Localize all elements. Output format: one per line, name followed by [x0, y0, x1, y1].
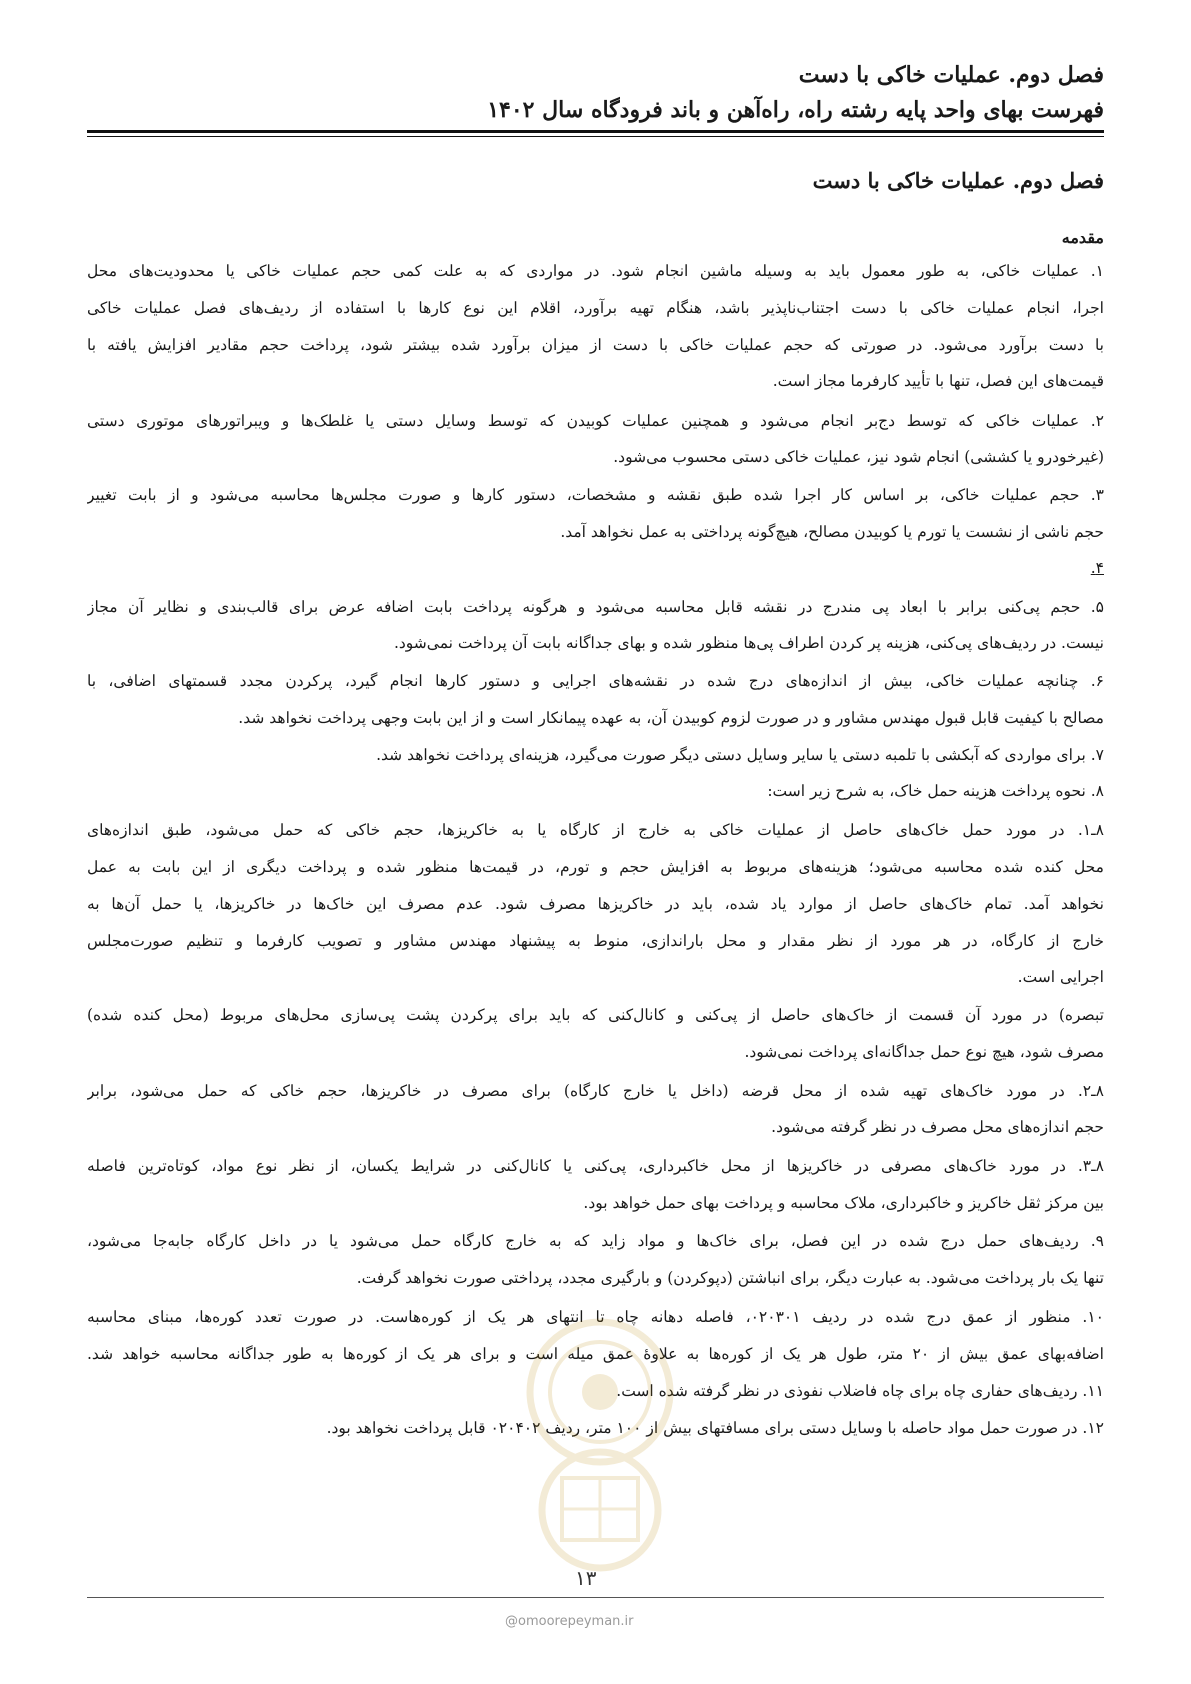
body-line: حجم اندازه‌های محل مصرف در نظر گرفته می‌شود. — [771, 1118, 1104, 1136]
body-line: (غیرخودرو یا کششی) انجام شود نیز، عملیات خاکی دستی محسوب می‌شود. — [613, 448, 1104, 466]
body-line: خارج از کارگاه، در هر مورد از نظر مقدار و محل باراندازی، منوط به پیشنهاد مهندس مشاور و تصویب کارفرما و تنظیم صورت‌مجلس — [87, 932, 1104, 950]
body-line: ۹. ردیف‌های حمل درج شده در این فصل، برای خاک‌ها و مواد زاید که به خارج کارگاه حمل می‌شود یا در داخل کارگاه جابه‌جا می‌شود، — [87, 1232, 1104, 1250]
body-line: ۸ـ۲. در مورد خاک‌های تهیه شده از محل قرضه (داخل یا خارج کارگاه) برای مصرف در خاکریزها، حجم خاکی که حمل می‌شود، برابر — [87, 1082, 1104, 1100]
body-line: اضافه‌بهای عمق بیش از ۲۰ متر، طول هر یک از کوره‌ها به علاوهٔ عمق میله است و برای هر یک از کوره‌ها به طور جداگانه محاسبه خواهد شد. — [87, 1345, 1104, 1363]
body-line: ۱۱. ردیف‌های حفاری چاه برای چاه فاضلاب نفوذی در نظر گرفته شده است. — [616, 1382, 1104, 1400]
body-line: ۱۰. منظور از عمق درج شده در ردیف ۰۲۰۳۰۱، فاصله دهانه چاه تا انتهای هر یک از کوره‌هاست. در صورت تعدد کوره‌ها، مبنای محاسبه — [87, 1308, 1104, 1326]
body-line: قیمت‌های این فصل، تنها با تأیید کارفرما مجاز است. — [772, 372, 1104, 390]
watermark-seal-icon — [500, 1310, 700, 1580]
body-line: ۵. حجم پی‌کنی برابر با ابعاد پی مندرج در نقشه قابل محاسبه می‌شود و هرگونه پرداخت بابت اضافه عرض برای قالب‌بندی و نظایر آن مجاز — [87, 598, 1104, 616]
chapter-title: فصل دوم. عملیات خاکی با دست — [812, 168, 1104, 193]
body-line: تبصره) در مورد آن قسمت از خاک‌های حاصل از پی‌کنی و کانال‌کنی که باید برای پرکردن پشت پی‌سازی محل‌های مربوط (محل کنده شده) — [87, 1006, 1104, 1024]
body-line-item-4 — [87, 550, 1104, 586]
body-line: نیست. در ردیف‌های پی‌کنی، هزینه پر کردن اطراف پی‌ها منظور شده و بهای جداگانه بابت آن پرداخت نمی‌شود. — [393, 634, 1104, 652]
header-document-title: فهرست بهای واحد پایه رشته راه، راه‌آهن و باند فرودگاه سال ۱۴۰۲ — [487, 97, 1104, 123]
body-line: اجرا، انجام عملیات خاکی با دست اجتناب‌ناپذیر باشد، هنگام تهیه برآورد، اقلام این نوع کارها با استفاده از ردیف‌های فصل عملیات خاکی — [87, 299, 1104, 317]
body-line: مصالح با کیفیت قابل قبول مهندس مشاور و در صورت لزوم کوبیدن آن، به عهده پیمانکار است و از این بابت وجهی پرداخت نخواهد شد. — [238, 709, 1104, 727]
body-line: ۸ـ۳. در مورد خاک‌های مصرفی در خاکریزها از محل خاکبرداری، پی‌کنی یا کانال‌کنی در شرایط یکسان، از نظر نوع مواد، کوتاه‌ترین فاصله — [87, 1157, 1104, 1175]
site-watermark-text: @omoorepeyman.ir — [505, 1614, 634, 1629]
body-line: ۷. برای مواردی که آبکشی با تلمبه دستی یا سایر وسایل دستی دیگر صورت می‌گیرد، هزینه‌ای پرداخت نخواهد شد. — [376, 746, 1104, 764]
body-line: حجم ناشی از نشست یا تورم یا کوبیدن مصالح، هیچ‌گونه پرداختی به عمل نخواهد آمد. — [560, 523, 1104, 541]
section-heading: مقدمه — [1061, 228, 1104, 247]
item-4-number: ۴. — [1090, 559, 1104, 577]
body-line: نخواهد آمد. تمام خاک‌های حاصل از موارد یاد شده، باید در خاکریزها مصرف شود. عدم مصرف این خاک‌ها در خاکریزها، یا حمل آن‌ها به — [87, 895, 1104, 913]
header-rule-thick — [87, 130, 1104, 133]
page-number: ۱۳ — [575, 1566, 597, 1590]
body-line: ۲. عملیات خاکی که توسط دج‌بر انجام می‌شود و همچنین عملیات کوبیدن که توسط وسایل دستی یا غلطک‌ها و ویبراتورهای موتوری دستی — [87, 412, 1104, 430]
body-line: اجرایی است. — [1017, 968, 1104, 986]
body-line: ۳. حجم عملیات خاکی، بر اساس کار اجرا شده طبق نقشه و مشخصات، دستور کارها و صورت مجلس‌ها محاسبه می‌شود و از بابت تغییر — [87, 486, 1104, 504]
body-line: ۱. عملیات خاکی، به طور معمول باید به وسیله ماشین انجام شود. در مواردی که به علت کمی حجم عملیات خاکی یا محدودیت‌های محل — [87, 262, 1104, 280]
footer-rule — [87, 1597, 1104, 1598]
body-line: ۸. نحوه پرداخت هزینه حمل خاک، به شرح زیر است: — [767, 782, 1104, 800]
body-line: بین مرکز ثقل خاکریز و خاکبرداری، ملاک محاسبه و پرداخت بهای حمل خواهد بود. — [583, 1194, 1104, 1212]
body-line: محل کنده شده محاسبه می‌شود؛ هزینه‌های مربوط به افزایش حجم و تورم، در قیمت‌ها منظور شده و پرداخت دیگری از این بابت به عمل — [87, 858, 1104, 876]
header-rule-thin — [87, 136, 1104, 137]
body-line: ۸ـ۱. در مورد حمل خاک‌های حاصل از عملیات خاکی به خارج از کارگاه یا به خاکریزها، حجم خاکی که حمل می‌شود، طبق اندازه‌های — [87, 821, 1104, 839]
body-line: ۶. چنانچه عملیات خاکی، بیش از اندازه‌های درج شده در نقشه‌های اجرایی و دستور کارها انجام گیرد، پرکردن مجدد قسمتهای اضافی، با — [87, 672, 1104, 690]
body-line: ۱۲. در صورت حمل مواد حاصله با وسایل دستی برای مسافتهای بیش از ۱۰۰ متر، ردیف ۰۲۰۴۰۲ قابل پرداخت نخواهد بود. — [326, 1419, 1104, 1437]
header-chapter-title: فصل دوم. عملیات خاکی با دست — [798, 62, 1104, 88]
body-line: تنها یک بار پرداخت می‌شود. به عبارت دیگر، برای انباشتن (دپوکردن) و بارگیری مجدد، پرداختی صورت نخواهد گرفت. — [356, 1269, 1104, 1287]
body-line: مصرف شود، هیچ نوع حمل جداگانه‌ای پرداخت نمی‌شود. — [744, 1043, 1104, 1061]
body-line: با دست برآورد می‌شود. در صورتی که حجم عملیات خاکی با دست از میزان برآورد شده بیشتر شود، پرداخت حجم مقادیر افزایش یافته با — [87, 336, 1104, 354]
